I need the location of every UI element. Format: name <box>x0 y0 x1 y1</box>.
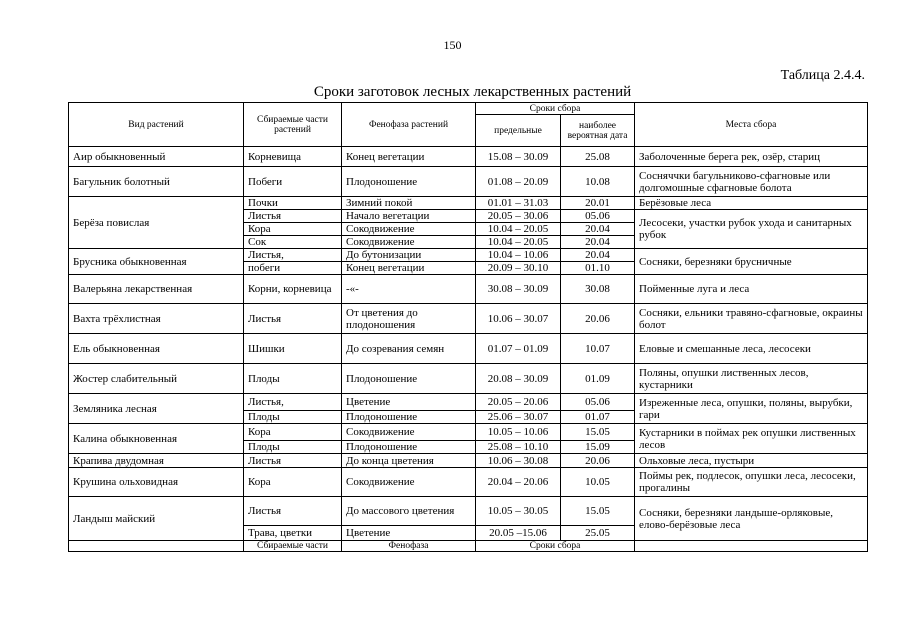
part-cell: Листья <box>244 210 342 223</box>
place-cell: Сосняки, ельники травяно-сфагновые, окраины болот <box>635 304 868 334</box>
table-row <box>69 147 868 167</box>
phase-cell: Плодоношение <box>342 364 476 394</box>
table-row <box>69 275 868 304</box>
table-row <box>69 394 868 411</box>
likely-cell: 10.05 <box>561 468 635 497</box>
likely-cell: 20.01 <box>561 197 635 210</box>
phase-cell: Сокодвижение <box>342 236 476 249</box>
likely-cell: 25.08 <box>561 147 635 167</box>
species-name: Брусника обыкновенная <box>69 249 244 275</box>
species-name: Крушина ольховидная <box>69 468 244 497</box>
part-cell: Корни, корневица <box>244 275 342 304</box>
part-cell: Трава, цветки <box>244 526 342 541</box>
species-name: Аир обыкновенный <box>69 147 244 167</box>
range-cell: 01.07 – 01.09 <box>476 334 561 364</box>
header-parts: Сбираемые части растений <box>244 103 342 147</box>
table-row <box>69 304 868 334</box>
phase-cell: Начало вегетации <box>342 210 476 223</box>
place-cell: Сосняччки багульниково-сфагновые или долгомошные сфагновые болота <box>635 167 868 197</box>
range-cell: 20.04 – 20.06 <box>476 468 561 497</box>
phase-cell: Конец вегетации <box>342 147 476 167</box>
footer-phenophase: Фенофаза <box>342 541 476 552</box>
species-name: Валерьяна лекарственная <box>69 275 244 304</box>
place-cell: Сосняки, березняки ландыше-орляковые, елово-берёзовые леса <box>635 497 868 541</box>
place-cell: Пойменные луга и леса <box>635 275 868 304</box>
header-species: Вид растений <box>69 103 244 147</box>
species-name: Берёза повислая <box>69 197 244 249</box>
table-row <box>69 424 868 441</box>
place-cell: Еловые и смешанные леса, лесосеки <box>635 334 868 364</box>
likely-cell: 01.07 <box>561 411 635 424</box>
part-cell: Листья, <box>244 249 342 262</box>
table-row <box>69 334 868 364</box>
range-cell: 01.01 – 31.03 <box>476 197 561 210</box>
range-cell: 20.09 – 30.10 <box>476 262 561 275</box>
footer-parts: Сбираемые части <box>244 541 342 552</box>
range-cell: 10.05 – 10.06 <box>476 424 561 441</box>
likely-cell: 20.06 <box>561 304 635 334</box>
part-cell: Корневища <box>244 147 342 167</box>
table-row <box>69 364 868 394</box>
part-cell: побеги <box>244 262 342 275</box>
range-cell: 25.08 – 10.10 <box>476 441 561 454</box>
place-cell: Поймы рек, подлесок, опушки леса, лесосеки, прогалины <box>635 468 868 497</box>
phase-cell: -«- <box>342 275 476 304</box>
likely-cell: 01.09 <box>561 364 635 394</box>
part-cell: Листья, <box>244 394 342 411</box>
species-name: Вахта трёхлистная <box>69 304 244 334</box>
part-cell: Почки <box>244 197 342 210</box>
range-cell: 10.05 – 30.05 <box>476 497 561 526</box>
footer-row <box>69 541 868 552</box>
part-cell: Кора <box>244 468 342 497</box>
place-cell: Поляны, опушки лиственных лесов, кустарники <box>635 364 868 394</box>
species-name: Крапива двудомная <box>69 454 244 468</box>
range-cell: 10.04 – 20.05 <box>476 236 561 249</box>
phase-cell: До созревания семян <box>342 334 476 364</box>
likely-cell: 20.04 <box>561 236 635 249</box>
range-cell: 10.04 – 10.06 <box>476 249 561 262</box>
likely-cell: 25.05 <box>561 526 635 541</box>
phase-cell: Сокодвижение <box>342 424 476 441</box>
part-cell: Побеги <box>244 167 342 197</box>
phase-cell: Плодоношение <box>342 411 476 424</box>
phase-cell: Зимний покой <box>342 197 476 210</box>
range-cell: 20.05 – 30.06 <box>476 210 561 223</box>
table-title: Сроки заготовок лесных лекарственных растений <box>313 84 632 100</box>
range-cell: 20.08 – 30.09 <box>476 364 561 394</box>
phase-cell: Конец вегетации <box>342 262 476 275</box>
place-cell: Берёзовые леса <box>635 197 868 210</box>
harvest-table <box>68 102 868 552</box>
page-number: 150 <box>443 38 462 52</box>
place-cell: Заболоченные берега рек, озёр, стариц <box>635 147 868 167</box>
part-cell: Сок <box>244 236 342 249</box>
species-name: Ландыш майский <box>69 497 244 541</box>
likely-cell: 05.06 <box>561 210 635 223</box>
place-cell: Изреженные леса, опушки, поляны, вырубки, гари <box>635 394 868 424</box>
header-places: Места сбора <box>635 103 868 147</box>
part-cell: Плоды <box>244 411 342 424</box>
table-label: Таблица 2.4.4. <box>780 68 865 83</box>
part-cell: Шишки <box>244 334 342 364</box>
phase-cell: Цветение <box>342 394 476 411</box>
species-name: Калина обыкновенная <box>69 424 244 454</box>
table-row <box>69 468 868 497</box>
range-cell: 20.05 – 20.06 <box>476 394 561 411</box>
footer-empty-places <box>635 541 868 552</box>
place-cell: Сосняки, березняки брусничные <box>635 249 868 275</box>
species-name: Жостер слабительный <box>69 364 244 394</box>
table-row <box>69 167 868 197</box>
phase-cell: До бутонизации <box>342 249 476 262</box>
header-phenophase: Фенофаза растений <box>342 103 476 147</box>
place-cell: Кустарники в поймах рек опушки лиственных лесов <box>635 424 868 454</box>
likely-cell: 15.09 <box>561 441 635 454</box>
phase-cell: Цветение <box>342 526 476 541</box>
phase-cell: Плодоношение <box>342 167 476 197</box>
likely-cell: 20.04 <box>561 249 635 262</box>
part-cell: Листья <box>244 497 342 526</box>
place-cell: Лесосеки, участки рубок ухода и санитарных рубок <box>635 210 868 249</box>
phase-cell: Сокодвижение <box>342 468 476 497</box>
footer-periods: Сроки сбора <box>476 541 635 552</box>
table-row <box>69 454 868 468</box>
phase-cell: До конца цветения <box>342 454 476 468</box>
phase-cell: До массового цветения <box>342 497 476 526</box>
footer-empty <box>69 541 244 552</box>
part-cell: Плоды <box>244 364 342 394</box>
species-name: Багульник болотный <box>69 167 244 197</box>
phase-cell: От цветения до плодоношения <box>342 304 476 334</box>
likely-cell: 05.06 <box>561 394 635 411</box>
place-cell: Ольховые леса, пустыри <box>635 454 868 468</box>
part-cell: Листья <box>244 454 342 468</box>
range-cell: 01.08 – 20.09 <box>476 167 561 197</box>
range-cell: 30.08 – 30.09 <box>476 275 561 304</box>
header-likely: наиболее вероятная дата <box>561 115 635 147</box>
range-cell: 25.06 – 30.07 <box>476 411 561 424</box>
likely-cell: 01.10 <box>561 262 635 275</box>
range-cell: 20.05 –15.06 <box>476 526 561 541</box>
table-body <box>69 147 868 541</box>
range-cell: 15.08 – 30.09 <box>476 147 561 167</box>
likely-cell: 10.07 <box>561 334 635 364</box>
table-row <box>69 249 868 262</box>
phase-cell: Сокодвижение <box>342 223 476 236</box>
header-limit: предельные <box>476 115 561 147</box>
species-name: Ель обыкновенная <box>69 334 244 364</box>
likely-cell: 15.05 <box>561 424 635 441</box>
part-cell: Кора <box>244 424 342 441</box>
range-cell: 10.06 – 30.08 <box>476 454 561 468</box>
likely-cell: 20.04 <box>561 223 635 236</box>
species-name: Земляника лесная <box>69 394 244 424</box>
likely-cell: 30.08 <box>561 275 635 304</box>
range-cell: 10.04 – 20.05 <box>476 223 561 236</box>
part-cell: Плоды <box>244 441 342 454</box>
table-row <box>69 497 868 526</box>
range-cell: 10.06 – 30.07 <box>476 304 561 334</box>
likely-cell: 10.08 <box>561 167 635 197</box>
phase-cell: Плодоношение <box>342 441 476 454</box>
part-cell: Кора <box>244 223 342 236</box>
header-periods: Сроки сбора <box>476 103 635 115</box>
likely-cell: 15.05 <box>561 497 635 526</box>
table-row <box>69 197 868 210</box>
likely-cell: 20.06 <box>561 454 635 468</box>
part-cell: Листья <box>244 304 342 334</box>
